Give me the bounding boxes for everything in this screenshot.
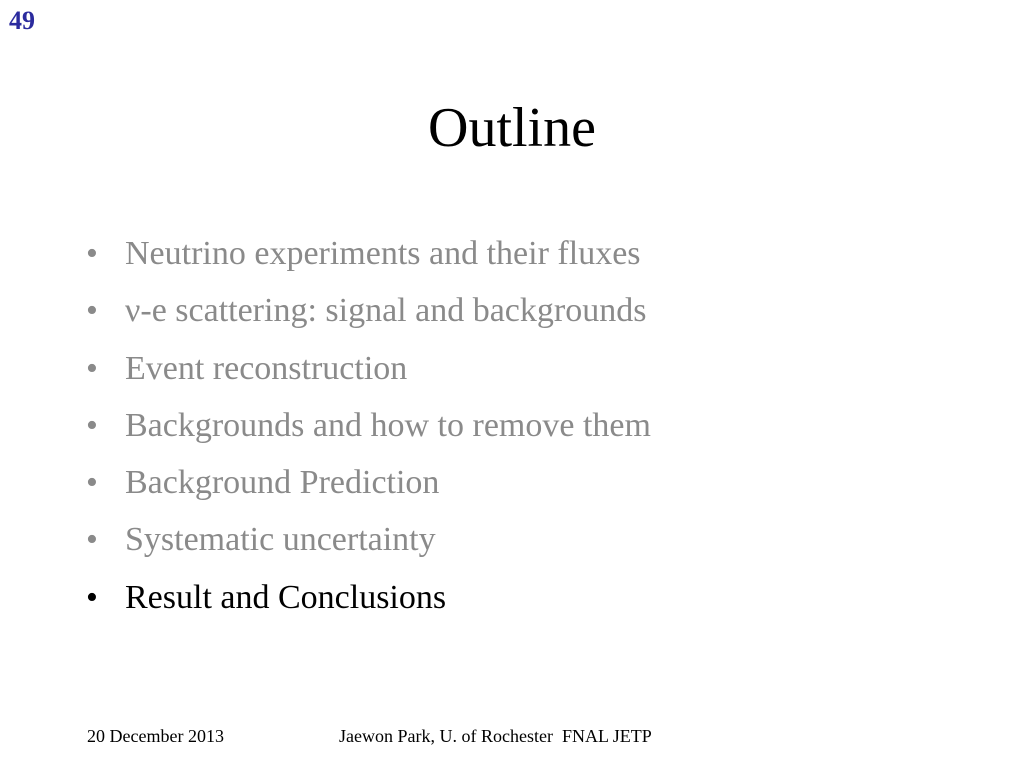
slide-number: 49 <box>9 6 35 35</box>
bullet-icon: • <box>86 464 98 502</box>
outline-item-label: Systematic uncertainty <box>125 521 436 559</box>
footer-date: 20 December 2013 <box>87 726 224 746</box>
bullet-icon: • <box>86 406 98 444</box>
outline-item-label: Background Prediction <box>125 464 440 502</box>
outline-item <box>86 516 651 573</box>
outline-item-current <box>86 574 651 631</box>
outline-item-label: ν-e scattering: signal and backgrounds <box>125 292 647 330</box>
bullet-icon: • <box>86 292 98 330</box>
outline-item <box>86 345 651 402</box>
outline-item-label: Backgrounds and how to remove them <box>125 406 651 444</box>
outline-item <box>86 230 651 287</box>
outline-item-label: Result and Conclusions <box>125 578 447 616</box>
outline-item <box>86 402 651 459</box>
outline-list <box>86 230 651 631</box>
outline-item-label: Neutrino experiments and their fluxes <box>125 235 641 272</box>
bullet-icon: • <box>86 578 98 616</box>
bullet-icon: • <box>86 521 98 559</box>
slide-title: Outline <box>428 97 596 159</box>
bullet-icon: • <box>86 349 98 387</box>
outline-item-label: Event reconstruction <box>125 349 408 387</box>
footer-author: Jaewon Park, U. of Rochester FNAL JETP <box>339 726 652 746</box>
outline-item <box>86 459 651 516</box>
outline-item <box>86 287 651 344</box>
bullet-icon: • <box>86 235 98 272</box>
